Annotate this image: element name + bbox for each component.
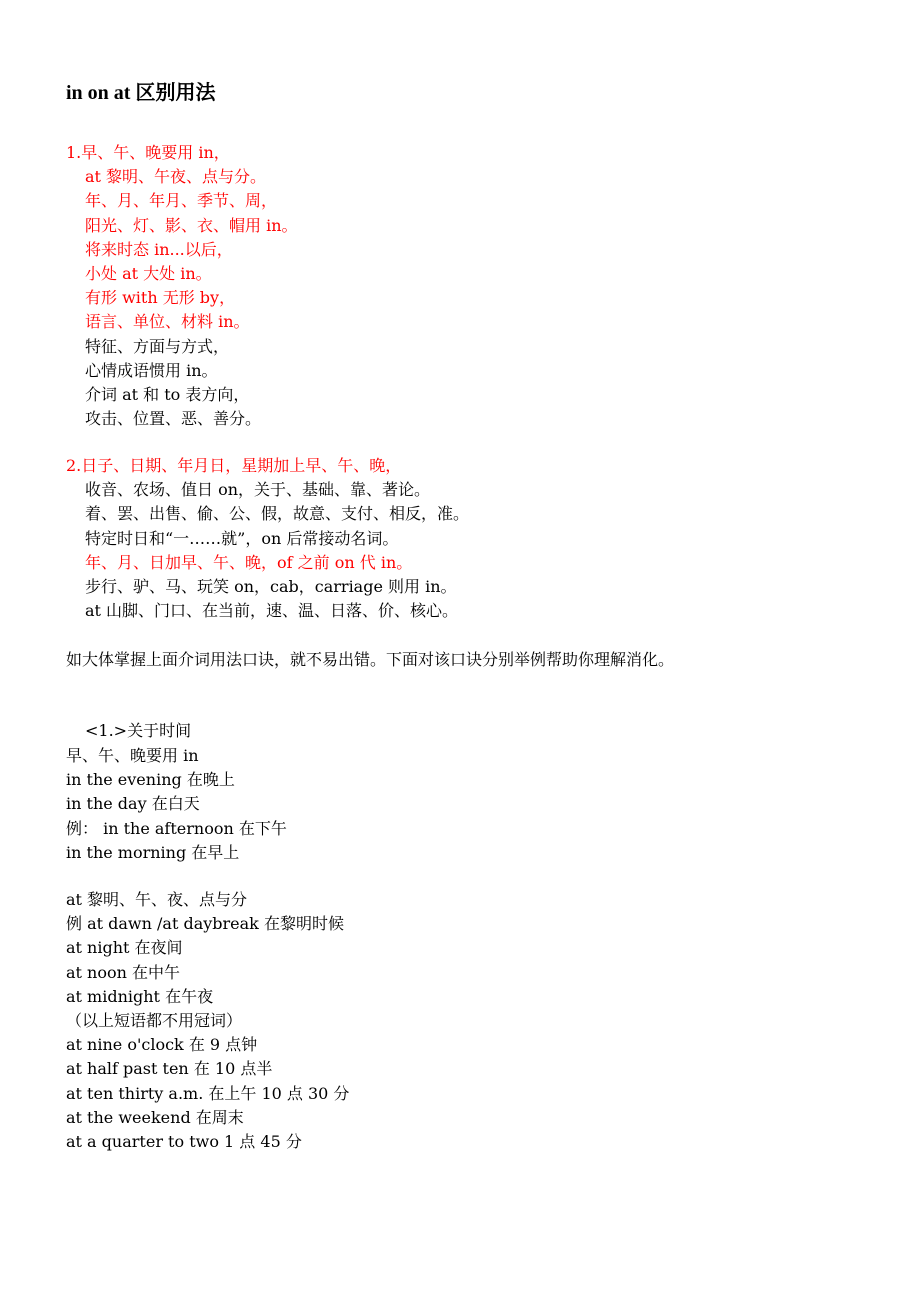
list-item: at ten thirty a.m. 在上午 10 点 30 分 [66, 1083, 350, 1103]
section-heading: <1.>关于时间 [85, 721, 192, 740]
list-item: 早、午、晚要用 in [66, 746, 199, 765]
list-item: 年、月、日加早、午、晚，of 之前 on 代 in。 [85, 552, 413, 572]
list-item: 介词 at 和 to 表方向， [85, 384, 250, 404]
summary-paragraph: 如大体掌握上面介词用法口诀，就不易出错。下面对该口诀分别举例帮助你理解消化。 [66, 650, 675, 669]
list-item: 小处 at 大处 in。 [85, 263, 212, 283]
list-item: 阳光、灯、影、衣、帽用 in。 [85, 215, 298, 235]
list-item: （以上短语都不用冠词） [66, 1010, 243, 1030]
list-item: 有形 with 无形 by， [85, 288, 236, 308]
list-item: 语言、单位、材料 in。 [85, 312, 250, 332]
list-item: at 黎明、午夜、点与分。 [85, 167, 267, 187]
list-item: 步行、驴、马、玩笑 on，cab，carriage 则用 in。 [85, 576, 457, 596]
list-item: at 黎明、午、夜、点与分 [66, 890, 248, 909]
list-item: 例： in the afternoon 在下午 [66, 818, 287, 838]
list-item: at half past ten 在 10 点半 [66, 1059, 273, 1079]
list-item: at 山脚、门口、在当前，速、温、日落、价、核心。 [85, 601, 459, 621]
list-item: at nine o'clock 在 9 点钟 [66, 1035, 258, 1055]
rhyme-list-1 [66, 141, 298, 431]
list-item: in the evening 在晚上 [66, 770, 235, 790]
list-item: 着、罢、出售、偷、公、假，故意、支付、相反，准。 [85, 504, 470, 524]
list-item: 2.日子、日期、年月日，星期加上早、午、晚， [66, 456, 402, 475]
examples-in-list [66, 744, 287, 865]
list-item: 例 at dawn /at daybreak 在黎明时候 [66, 914, 344, 934]
list-item: 将来时态 in...以后， [85, 239, 233, 259]
list-item: 1.早、午、晚要用 in， [66, 143, 230, 162]
list-item: at a quarter to two 1 点 45 分 [66, 1131, 302, 1151]
list-item: at the weekend 在周末 [66, 1107, 244, 1127]
list-item: in the day 在白天 [66, 794, 200, 814]
list-item: 心情成语惯用 in。 [85, 360, 218, 380]
list-item: at noon 在中午 [66, 962, 181, 982]
rhyme-list-2 [66, 454, 469, 623]
list-item: in the morning 在早上 [66, 842, 240, 862]
list-item: 年、月、年月、季节、周， [85, 191, 278, 211]
list-item: 特定时日和“一……就”，on 后常接动名词。 [85, 528, 399, 548]
list-item: at midnight 在午夜 [66, 986, 214, 1006]
examples-at-list [66, 888, 349, 1154]
list-item: 收音、农场、值日 on，关于、基础、靠、著论。 [85, 480, 431, 500]
list-item: 特征、方面与方式， [85, 336, 230, 356]
page-title: in on at 区别用法 [66, 82, 216, 104]
list-item: 攻击、位置、恶、善分。 [85, 409, 262, 429]
list-item: at night 在夜间 [66, 938, 183, 958]
